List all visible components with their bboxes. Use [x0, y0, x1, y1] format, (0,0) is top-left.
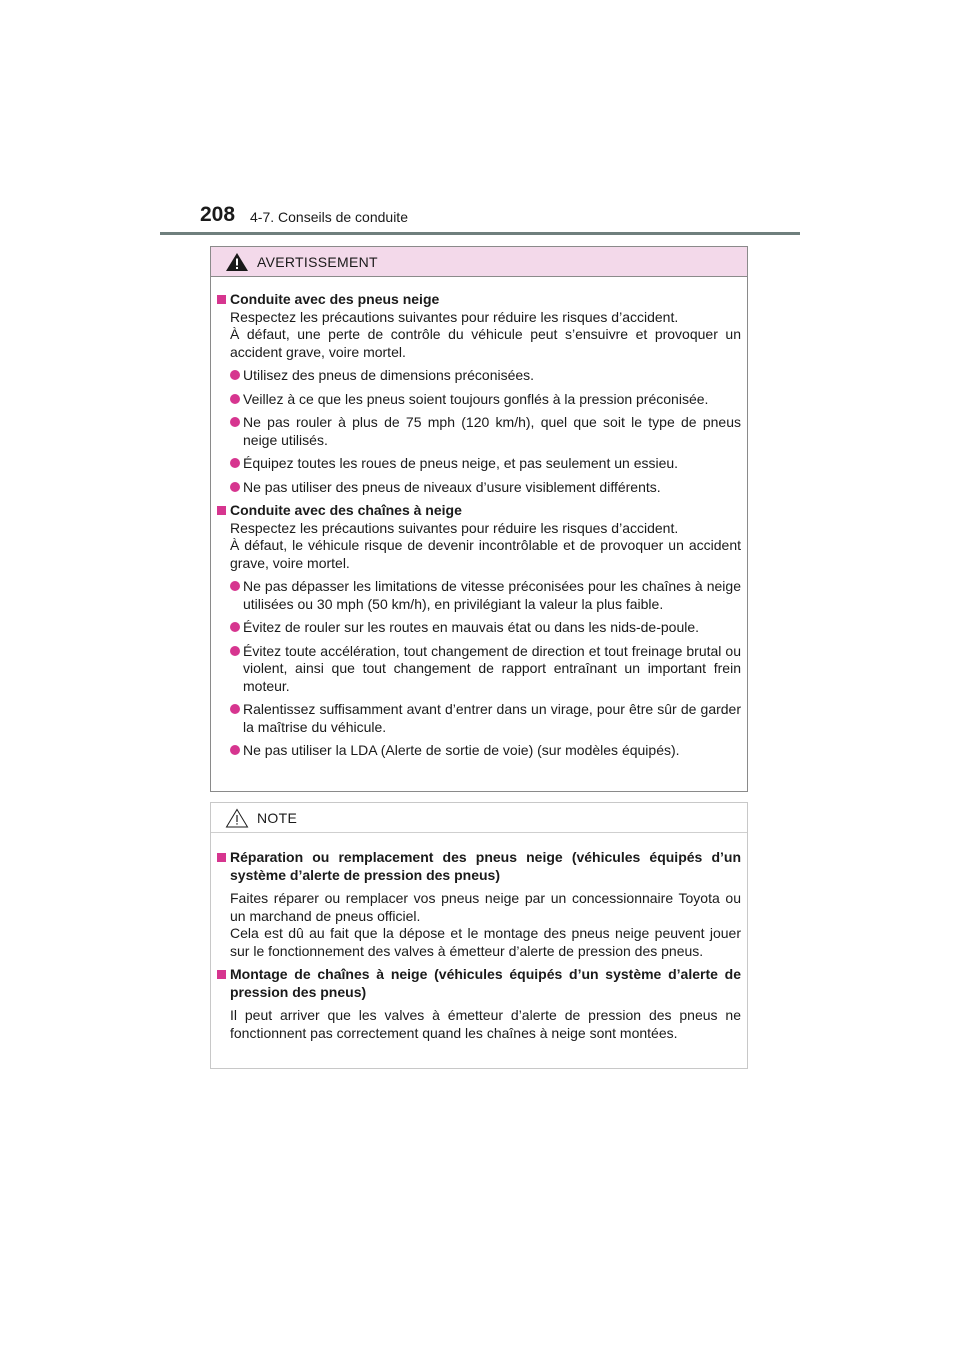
- round-bullet-icon: [230, 581, 240, 591]
- round-bullet-icon: [230, 646, 240, 656]
- note-topic-repair: [217, 849, 741, 960]
- paragraph: À défaut, une perte de contrôle du véhicule peut s’ensuivre et provoquer un accident grave, voire mortel.: [230, 326, 741, 360]
- list-item-text: Veillez à ce que les pneus soient toujours gonflés à la pression préconisée.: [243, 390, 709, 407]
- header-rule: [160, 232, 800, 235]
- square-bullet-icon: [217, 853, 226, 862]
- page-number: 208: [200, 203, 236, 226]
- paragraph: Respectez les précautions suivantes pour réduire les risques d’accident.: [230, 308, 679, 325]
- section-title: 4-7. Conseils de conduite: [250, 209, 408, 225]
- round-bullet-icon: [230, 394, 240, 404]
- topic-title: Montage de chaînes à neige (véhicules équipés d’un système d’alerte de pression des pneus): [230, 966, 741, 1000]
- list-item: [217, 643, 741, 696]
- round-bullet-icon: [230, 370, 240, 380]
- topic-heading: [217, 966, 741, 1001]
- warning-label: AVERTISSEMENT: [257, 253, 378, 270]
- list-item-text: Ne pas utiliser la LDA (Alerte de sortie de voie) (sur modèles équipés).: [243, 742, 680, 758]
- list-item-text: Évitez toute accélération, tout changement de direction et tout freinage brutal ou violent, ainsi que tout changement de rapport entraînant un important frein moteur.: [243, 642, 741, 694]
- list-item-text: Ralentissez suffisamment avant d’entrer dans un virage, pour être sûr de garder la maîtrise du véhicule.: [243, 701, 741, 735]
- list-item-text: Ne pas rouler à plus de 75 mph (120 km/h), quel que soit le type de pneus neige utilisés.: [243, 414, 741, 448]
- square-bullet-icon: [217, 506, 226, 515]
- paragraph: Cela est dû au fait que la dépose et le montage des pneus neige peuvent jouer sur le fonctionnement des valves à émetteur d’alerte de pression des pneus.: [230, 925, 741, 959]
- round-bullet-icon: [230, 482, 240, 492]
- list-item-text: Utilisez des pneus de dimensions préconisées.: [243, 367, 535, 383]
- note-box: [210, 802, 748, 1069]
- warning-topic-snow-chains: [217, 502, 741, 760]
- list-item: [217, 414, 741, 449]
- paragraph: Faites réparer ou remplacer vos pneus neige par un concessionnaire Toyota ou un marchand de pneus officiel.: [230, 890, 741, 924]
- list-item: [217, 391, 741, 409]
- note-body: [211, 833, 747, 1042]
- topic-title: Conduite avec des pneus neige: [230, 291, 440, 307]
- note-header: [211, 803, 747, 833]
- round-bullet-icon: [230, 704, 240, 714]
- warning-header: [211, 247, 747, 277]
- round-bullet-icon: [230, 745, 240, 755]
- note-label: NOTE: [257, 809, 298, 826]
- warning-triangle-icon: [225, 252, 249, 272]
- round-bullet-icon: [230, 417, 240, 427]
- warning-box: [210, 246, 748, 792]
- list-item-text: Équipez toutes les roues de pneus neige, et pas seulement un essieu.: [243, 455, 679, 471]
- square-bullet-icon: [217, 970, 226, 979]
- note-topic-chains: [217, 966, 741, 1042]
- round-bullet-icon: [230, 622, 240, 632]
- square-bullet-icon: [217, 295, 226, 304]
- topic-title: Conduite avec des chaînes à neige: [230, 502, 462, 518]
- list-item-text: Ne pas utiliser des pneus de niveaux d’usure visiblement différents.: [243, 478, 661, 495]
- topic-heading: [217, 291, 741, 309]
- topic-heading: [217, 849, 741, 884]
- list-item: [217, 367, 741, 385]
- list-item: [217, 742, 741, 760]
- paragraph: Respectez les précautions suivantes pour réduire les risques d’accident.: [230, 519, 679, 536]
- list-item: [217, 619, 741, 637]
- caution-outline-triangle-icon: [225, 808, 249, 828]
- list-item: [217, 455, 741, 473]
- paragraph: Il peut arriver que les valves à émetteur d’alerte de pression des pneus ne fonctionnent pas correctement quand les chaînes à neige sont montées.: [230, 1007, 741, 1041]
- round-bullet-icon: [230, 458, 240, 468]
- list-item-text: Ne pas dépasser les limitations de vitesse préconisées pour les chaînes à neige utilisées ou 30 mph (50 km/h), en privilégiant la valeur la plus faible.: [243, 578, 741, 612]
- list-item: [217, 479, 741, 497]
- warning-topic-snow-tires: [217, 291, 741, 496]
- list-item: [217, 701, 741, 736]
- topic-heading: [217, 502, 741, 520]
- warning-body: [211, 277, 747, 760]
- paragraph: À défaut, le véhicule risque de devenir incontrôlable et de provoquer un accident grave, voire mortel.: [230, 537, 741, 571]
- list-item-text: Évitez de rouler sur les routes en mauvais état ou dans les nids-de-poule.: [243, 619, 700, 635]
- list-item: [217, 578, 741, 613]
- topic-title: Réparation ou remplacement des pneus neige (véhicules équipés d’un système d’alerte de pression des pneus): [230, 849, 741, 883]
